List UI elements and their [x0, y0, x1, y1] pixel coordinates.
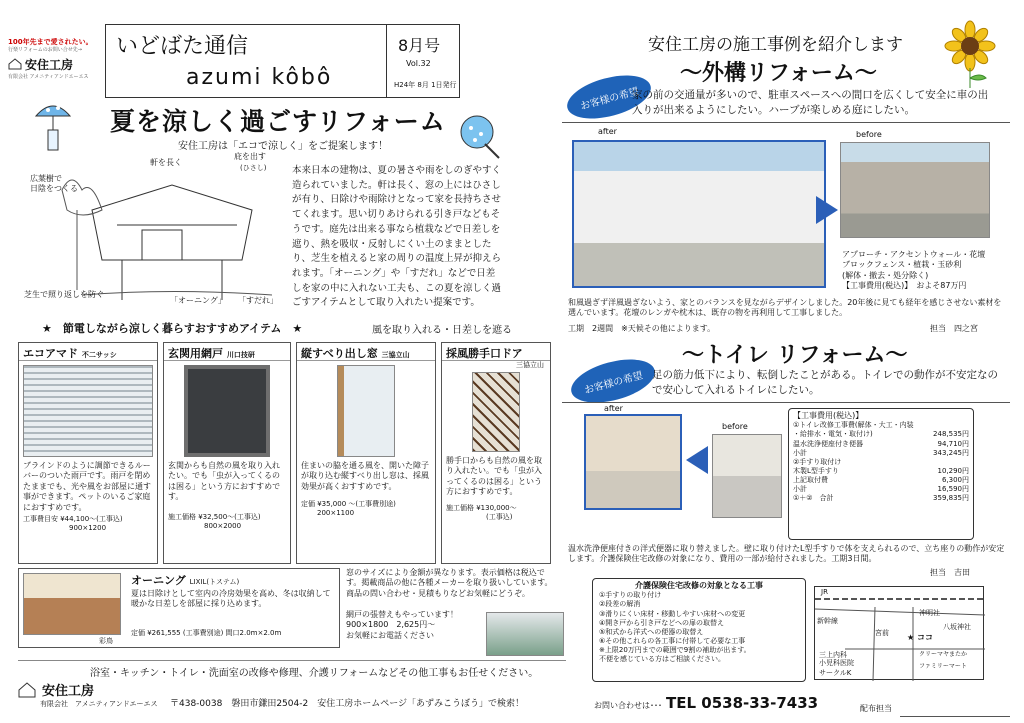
awning-price: 定価 ¥261,555 (工事費別途) 間口2.0m×2.0m — [131, 629, 282, 637]
toilet-cost-table — [788, 408, 974, 540]
sunflower-icon — [940, 20, 1000, 88]
contact-prefix: お問い合わせは･･･ — [594, 701, 662, 710]
exterior-wish: 家の前の交通量が多いので、駐車スペースへの間口を広くして安全に車の出入りが出来るようにしたい。ハーブが楽しめる庭にしたい。 — [632, 89, 989, 117]
product-name: 玄関用網戸 — [168, 347, 223, 360]
map-label: ファミリーマート — [919, 663, 967, 670]
product-name: エコアマド — [23, 347, 78, 360]
product-card-eco-amado — [18, 342, 158, 564]
contact-phone[interactable]: TEL 0538-33-7433 — [666, 694, 819, 712]
screen-cta: お気軽にお電話ください — [346, 630, 434, 640]
toilet-staff: 担当 吉田 — [930, 568, 970, 577]
exterior-period: 工期 2週間 ※天候その他によります。 — [568, 324, 716, 333]
care-box — [592, 578, 806, 682]
screen-title: 網戸の張替えもやっています！ — [346, 610, 458, 619]
house-icon — [18, 682, 36, 698]
care-item: ③滑りにくい床材・移動しやすい床材への変更 — [599, 609, 746, 618]
issue-date: H24年 8月 1日発行 — [394, 81, 457, 89]
toilet-after-photo — [584, 414, 682, 510]
exterior-after-label: after — [598, 127, 617, 136]
exterior-comment: 和風過ぎず洋風過ぎないよう、家とのバランスを見ながらデザインしました。20年後に見ても経年を感じさせない素材を選んでいます。花壇のレンガや枕木は、既存の物を再利用して工事しました。 — [568, 298, 1002, 318]
map-label: JR — [821, 588, 828, 596]
label-eave: 軒を長く — [150, 158, 182, 167]
product-card-screen-door — [163, 342, 291, 564]
product-card-vertical-window — [296, 342, 436, 564]
exterior-title: ～外構リフォーム～ — [680, 61, 877, 86]
label-awning: 「オーニング」 — [170, 296, 226, 305]
product-name: 採風勝手口ドア — [446, 347, 523, 360]
house-illustration — [22, 150, 292, 310]
product-photo — [472, 372, 520, 452]
wind-chime-icon — [28, 96, 78, 156]
map-label: サークルK — [819, 669, 852, 677]
care-item: ⑤和式から洋式への便器の取替え — [599, 627, 704, 636]
brand-tagline: 100年先まで愛されたい。 — [8, 38, 93, 46]
cost-value: 16,590円 — [937, 485, 969, 494]
cost-value: 359,835円 — [933, 494, 969, 503]
cost-value: 6,300円 — [941, 475, 969, 484]
items-title: ★ 節電しながら涼しく暮らすおすすめアイテム ★ — [42, 322, 303, 335]
footer-logo — [18, 680, 94, 699]
footer-company-small: 有限会社 アメニティアンドエーエス — [40, 700, 158, 708]
map-label: 宮前 — [875, 629, 889, 637]
product-desc: 住まいの脇を通る風を、開いた障子が取り込む縦すべり出し窓は、採風効果が高くおすすめです。 — [301, 461, 429, 491]
product-card-kitchen-door — [441, 342, 551, 564]
masthead — [105, 24, 460, 98]
product-price: 施工価格 ¥130,000～ — [446, 503, 517, 512]
exterior-staff: 担当 四之宮 — [930, 324, 978, 333]
label-hisashi-kana: (ひさし) — [240, 164, 267, 172]
product-size: 200×1100 — [317, 509, 355, 518]
brand-logo — [8, 38, 98, 88]
care-title: 介護保険住宅改修の対象となる工事 — [635, 581, 763, 590]
product-size: 800×2000 — [204, 521, 242, 530]
map-label: クリーマヤまたか — [919, 651, 968, 658]
exterior-before-photo — [840, 142, 990, 238]
cost-title: 【工事費用(税込)】 — [793, 411, 864, 420]
toilet-after-label: after — [604, 404, 623, 413]
cost-row — [793, 458, 969, 467]
product-size: (工事込) — [486, 512, 513, 521]
label-hisashi: 庇を出す — [234, 152, 266, 161]
footer-address: 〒438-0038 磐田市鎌田2504-2 安住工房ホームページ「あずみこうぼう」で検索！ — [170, 699, 525, 709]
awning-maker: LIXIL(トステム) — [189, 578, 240, 586]
map-here-text: ココ — [916, 633, 933, 642]
uchiwa-fan-icon — [455, 112, 505, 162]
product-desc: ブラインドのように調節できるルーバーのついた雨戸です。雨戸を閉めたままでも、光や風をお部屋に通す事ができます。ペットのいるご家庭におすすめです。 — [23, 461, 151, 512]
toilet-comment: 温水洗浄便座付きの洋式便器に取り替えました。壁に取り付けたL型手すりで体を支えられるので、立ち座りの動作が安定します。介護保険住宅改修の対象になり、費用の一部が給付されました。工期3日間。 — [568, 544, 1005, 564]
screen-photo — [486, 612, 564, 656]
issue-vol: Vol.32 — [406, 59, 431, 68]
masthead-title-en: azumi kôbô — [186, 65, 333, 90]
product-photo — [23, 365, 153, 457]
issue-month: 8月号 — [398, 36, 441, 55]
map-label: 神明社 — [919, 609, 940, 617]
cost-label: 木製L型手すり — [793, 466, 839, 475]
left-subhead: 安住工房は「エコで涼しく」をご提案します！ — [178, 141, 388, 152]
exterior-before-label: before — [856, 130, 882, 139]
cost-row — [793, 449, 969, 458]
cost-label: 温水洗浄便座付き便器 — [793, 439, 863, 448]
product-price: 工事費目安 ¥44,100～(工事込) — [23, 514, 123, 523]
services-line: 浴室・キッチン・トイレ・洗面室の改修や修理、介護リフォームなどその他工事もお任せください。 — [90, 668, 539, 679]
distributor-label: 配布担当 — [860, 704, 892, 713]
toilet-wish: 足の筋力低下により、転倒したことがある。トイレでの動作が不安定なので安心して入れるトイレにしたい。 — [652, 369, 998, 397]
product-maker: 三協立山 — [381, 351, 410, 359]
masthead-title: いどばた通信 — [116, 34, 249, 59]
cost-label: ①トイレ改修工事費(解体・大工・内装 — [793, 421, 914, 430]
label-tree: 広葉樹で 日陰をつくる — [30, 174, 78, 194]
cost-row — [793, 467, 969, 476]
cost-value: 10,290円 — [937, 466, 969, 475]
label-sudare: 「すだれ」 — [238, 296, 278, 305]
cost-label: 小計 — [793, 448, 807, 457]
footer-company: 安住工房 — [42, 684, 95, 699]
cost-label: 小計 — [793, 485, 807, 494]
care-item: ⑥その他これらの各工事に付帯して必要な工事 — [599, 636, 746, 645]
care-note: ※上限20万円までの範囲で9割の補助が出ます。 不便を感じている方はご相談ください。 — [599, 645, 751, 664]
location-map — [814, 586, 984, 680]
cost-value: 248,535円 — [933, 430, 969, 439]
product-price: 施工価格 ¥32,500～(工事込) — [168, 512, 261, 521]
product-maker: 川口技研 — [226, 351, 255, 359]
exterior-after-photo — [572, 140, 826, 288]
cost-row — [793, 476, 969, 485]
awning-desc: 夏は日除けとして室内の冷房効果を高め、冬は収納して暖かな日差しを部屋に採り込めます。 — [131, 589, 331, 609]
cost-row — [793, 485, 969, 494]
map-label: 三上内科 — [819, 651, 847, 659]
brand-tagline-2: 行楽リフォームのお問い合せ先→ — [8, 47, 82, 54]
footer-contact — [594, 694, 818, 712]
product-maker: 不二サッシ — [81, 351, 117, 359]
product-price: 定価 ¥35,000 ～(工事費別途) — [301, 500, 396, 509]
awning-card — [18, 568, 340, 648]
product-photo — [337, 365, 395, 457]
cost-label: ②手すり取付け — [793, 457, 842, 466]
right-headline: 安住工房の施工事例を紹介します — [648, 35, 903, 55]
cost-value: 94,710円 — [937, 439, 969, 448]
toilet-arrow-icon — [686, 446, 708, 474]
cost-label: ・給排水・電気・取付け) — [793, 430, 873, 439]
map-label: 新幹線 — [817, 617, 838, 625]
cost-value: 343,245円 — [933, 448, 969, 457]
map-label: 八坂神社 — [943, 623, 971, 631]
product-size: 900×1200 — [69, 524, 107, 533]
map-label: 小児科医院 — [819, 659, 854, 667]
left-headline: 夏を涼しく過ごすリフォーム — [110, 107, 446, 136]
items-side-title: 風を取り入れる・日差しを遮る — [372, 325, 512, 336]
product-name: 縦すべり出し窓 — [301, 347, 378, 360]
cost-row — [793, 494, 969, 503]
product-maker: 三協立山 — [516, 361, 544, 369]
label-grass: 芝生で照り返しを防ぐ — [24, 290, 104, 299]
care-item: ④開き戸から引き戸などへの扉の取替え — [599, 618, 724, 627]
cost-row — [793, 430, 969, 439]
wish-badge: お客様の希望 — [563, 68, 656, 127]
cost-label: 上記取付費 — [793, 475, 828, 484]
screen-spec: 900×1800 2,625円～ — [346, 620, 436, 630]
left-body-text: 本来日本の建物は、夏の暑さや雨をしのぎやすく造られていました。軒は長く、窓の上にはひさしが有り、日除けや雨除けとなって家を長持ちさせてくれます。思い切りあけられる引き戸などもそうです。庭先は出来る事なら植栽などで日差しを遮り、熱を吸収・反射しにくい土のままとしたり、芝生を植えると家の周りの温度上昇が抑えられます。「オーニング」や「すだれ」などで日差しを家の中に入れない工夫も、この夏を涼しく過ごすアイテムとして取り入れたい提案です。 — [292, 165, 502, 309]
map-label-here: ★ ココ — [907, 633, 933, 642]
price-note: 窓のサイズにより金額が異なります。表示価格は税込です。掲載商品の他に各種メーカーを取り扱いしています。商品の問い合わせ・見積もりなどお気軽にどうぞ。 — [346, 568, 553, 598]
product-photo — [184, 365, 270, 457]
awning-name: オーニング — [131, 574, 186, 587]
product-desc: 玄関からも自然の風を取り入れたい。でも「虫が入ってくるのは困る」という方におすすめです。 — [168, 461, 281, 502]
product-desc: 勝手口からも自然の風を取り入れたい。でも「虫が入ってくるのは困る」という方におすすめです。 — [446, 456, 542, 497]
house-icon — [8, 58, 22, 70]
brand-company: 有限会社 アメニティアンドエーエス — [8, 73, 89, 80]
cost-row — [793, 440, 969, 449]
cost-label: ①＋② 合計 — [793, 494, 834, 503]
exterior-spec: アプローチ・アクセントウォール・花壇 ブロックフェンス・植栽・玉砂利 (解体・撤去・処分除く) 【工事費用(税込)】 およそ87万円 — [842, 250, 986, 291]
care-item: ②段差の解消 — [599, 600, 641, 609]
toilet-before-photo — [712, 434, 782, 518]
exterior-arrow-icon — [816, 196, 838, 224]
care-item: ①手すりの取り付け — [599, 591, 662, 600]
awning-photo-label: 彩鳥 — [99, 637, 113, 645]
toilet-before-label: before — [722, 422, 748, 431]
brand-name: 安住工房 — [25, 57, 74, 72]
wish-badge-2: お客様の希望 — [567, 352, 660, 411]
toilet-title: ～トイレ リフォーム～ — [682, 343, 908, 368]
awning-photo — [23, 573, 121, 635]
